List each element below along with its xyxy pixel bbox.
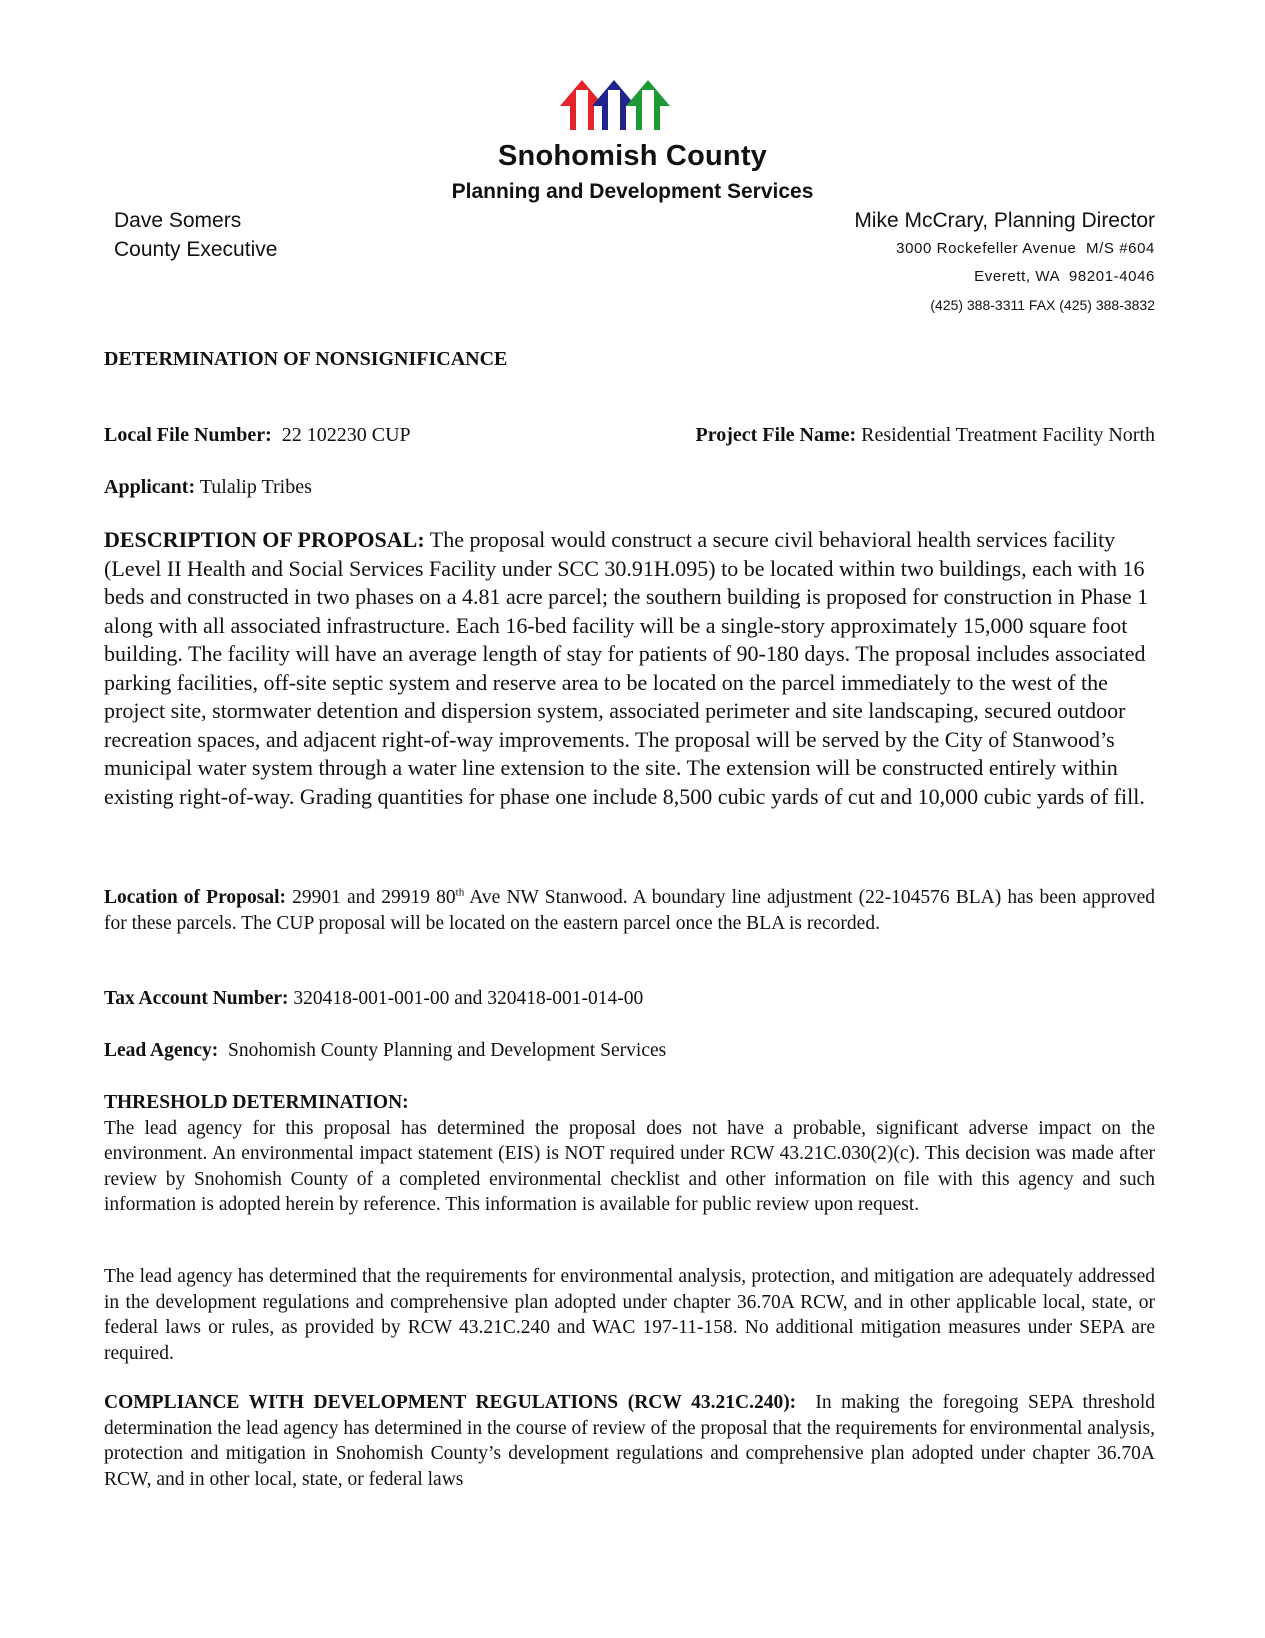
- executive-name: Dave Somers: [114, 209, 242, 232]
- compliance-heading: COMPLIANCE WITH DEVELOPMENT REGULATIONS (RCW 43.21C.240):: [104, 1392, 797, 1413]
- threshold-heading: THRESHOLD DETERMINATION:: [104, 1092, 409, 1113]
- tax-value: 320418-001-001-00 and 320418-001-014-00: [293, 988, 644, 1009]
- address-line-2: Everett, WA 98201-4046: [974, 268, 1155, 285]
- document-title: DETERMINATION OF NONSIGNIFICANCE: [104, 348, 508, 370]
- compliance-text: In making the foregoing SEPA threshold determination the lead agency has determined in the course of review of the proposal that the requirements for environmental analysis, protection and mitigation in Snohomish County’s development regulations and comprehensive plan adopted under chapter 36.70A RCW, and in other local, state, or federal laws: [104, 1392, 1156, 1490]
- phone-fax: (425) 388-3311 FAX (425) 388-3832: [930, 297, 1155, 313]
- address-line-1: 3000 Rockefeller Avenue M/S #604: [896, 240, 1155, 257]
- compliance-section: [104, 1390, 1155, 1492]
- applicant: [104, 476, 1155, 499]
- threshold-paragraph-1: The lead agency for this proposal has determined the proposal does not have a probable, significant adverse impact on the environment. An environmental impact statement (EIS) is NOT required under RCW 43.21C.030(2)(c). This decision was made after review by Snohomish County of a completed environmental checklist and other information on file with this agency and such information is adopted herein by reference. This information is available for public review upon request.: [104, 1117, 1155, 1215]
- tax-account-number: [104, 988, 1155, 1010]
- director-name: Mike McCrary, Planning Director: [854, 209, 1155, 232]
- file-info-row: [104, 424, 1155, 447]
- local-file-number: [104, 424, 411, 447]
- applicant-label: Applicant:: [104, 476, 196, 498]
- lead-value: Snohomish County Planning and Development Services: [228, 1040, 667, 1061]
- executive-title: County Executive: [114, 238, 278, 261]
- location-of-proposal: [104, 885, 1155, 936]
- local-file-label: Local File Number:: [104, 424, 272, 446]
- location-ordinal: th: [455, 886, 465, 899]
- threshold-determination: [104, 1090, 1155, 1218]
- org-department: Planning and Development Services: [451, 180, 814, 203]
- project-file-value: Residential Treatment Facility North: [861, 424, 1155, 446]
- project-file-label: Project File Name:: [695, 424, 857, 446]
- logo-arrow-green: [626, 80, 670, 130]
- location-label: Location of Proposal:: [104, 887, 286, 908]
- county-logo-icon: [560, 76, 704, 134]
- tax-label: Tax Account Number:: [104, 988, 289, 1009]
- executive-block: [114, 206, 277, 264]
- lead-label: Lead Agency:: [104, 1040, 219, 1061]
- local-file-value: 22 102230 CUP: [281, 424, 411, 446]
- org-name: Snohomish County: [497, 140, 767, 172]
- location-text-2: Ave NW Stanwood. A boundary line adjustment (22-104576 BLA) has been approved for these parcels. The CUP proposal will be located on the eastern parcel once the BLA is recorded.: [104, 887, 1155, 934]
- director-block: [854, 206, 1155, 319]
- lead-agency: [104, 1040, 1155, 1062]
- location-text-1: 29901 and 29919 80: [292, 887, 456, 908]
- project-file-name: [695, 424, 1155, 447]
- threshold-paragraph-2: The lead agency has determined that the requirements for environmental analysis, protection, and mitigation are adequately addressed in the development regulations and comprehensive plan adopted under chapter 36.70A RCW, and in other applicable local, state, or federal laws or rules, as provided by RCW 43.21C.240 and WAC 197-11-158. No additional mitigation measures under SEPA are required.: [104, 1266, 1155, 1364]
- description-of-proposal: [104, 526, 1155, 811]
- applicant-value: Tulalip Tribes: [199, 476, 312, 498]
- description-text: The proposal would construct a secure civil behavioral health services facility (Level II Health and Social Services Facility under SCC 30.91H.095) to be located within two buildings, each with 16 beds and constructed in two phases on a 4.81 acre parcel; the southern building is proposed for construction in Phase 1 along with all associated infrastructure. Each 16-bed facility will be a single-story approximately 15,000 square foot building. The facility will have an average length of stay for patients of 90-180 days. The proposal includes associated parking facilities, off-site septic system and reserve area to be located on the parcel immediately to the west of the project site, stormwater detention and dispersion system, associated perimeter and site landscaping, secured outdoor recreation spaces, and adjacent right-of-way improvements. The proposal will be served by the City of Stanwood’s municipal water system through a water line extension to the site. The extension will be constructed entirely within existing right-of-way. Grading quantities for phase one include 8,500 cubic yards of cut and 10,000 cubic yards of fill.: [104, 527, 1149, 809]
- description-label: DESCRIPTION OF PROPOSAL:: [104, 527, 425, 552]
